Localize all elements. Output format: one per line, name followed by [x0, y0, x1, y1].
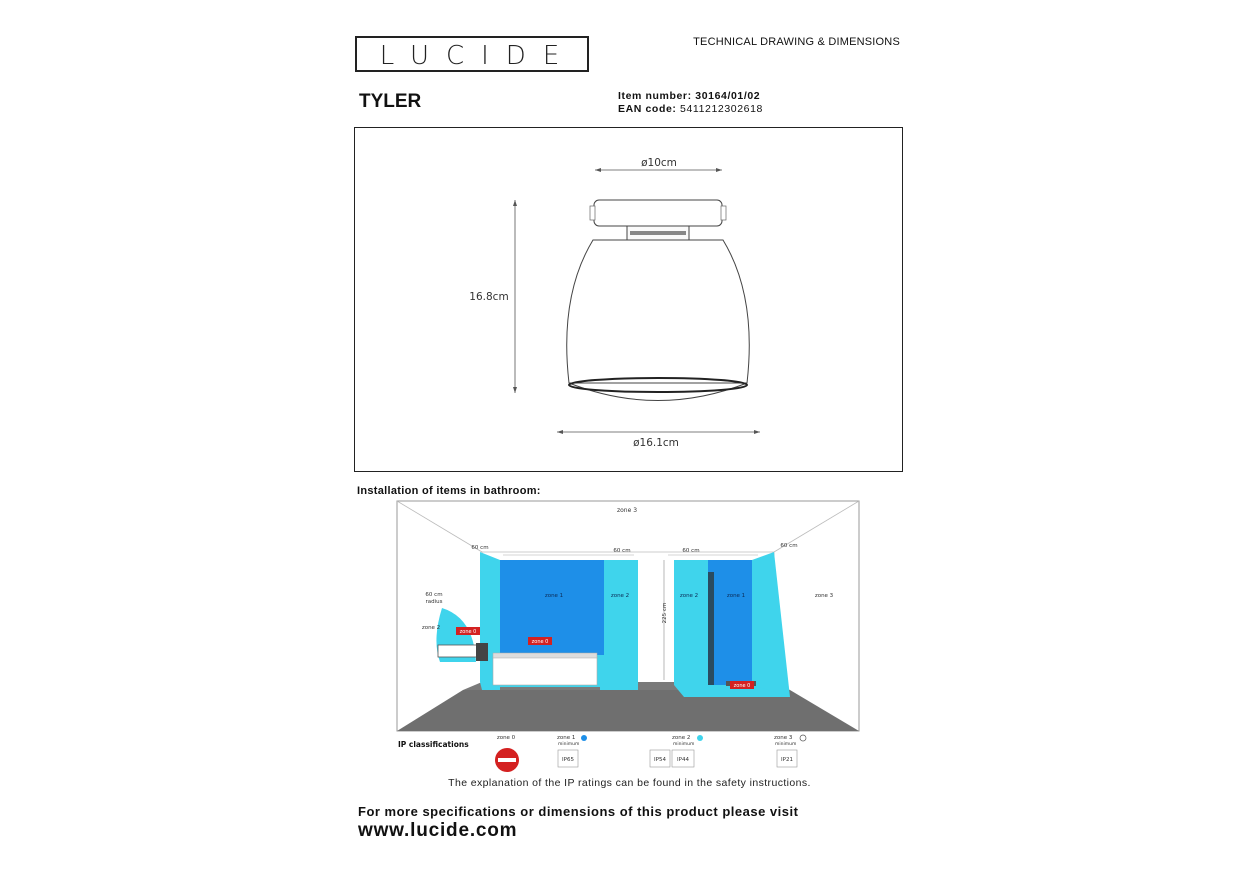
ip21-value: IP21	[781, 757, 793, 763]
ip-zone3-label: zone 3	[774, 735, 793, 741]
zone3-right-label: zone 3	[814, 593, 834, 599]
height-225-label: 225 cm	[662, 602, 668, 624]
ip-zone2-label: zone 2	[672, 735, 691, 741]
document-type: TECHNICAL DRAWING & DIMENSIONS	[693, 36, 900, 48]
measure-60-left: 60 cm	[471, 545, 489, 551]
bathtub	[493, 657, 597, 685]
lamp-canopy	[594, 200, 722, 226]
bathroom-section-title: Installation of items in bathroom:	[357, 485, 541, 497]
zone1-shower-label: zone 1	[726, 593, 746, 599]
top-diameter-label: ø10cm	[641, 157, 677, 169]
lamp-drawing	[355, 128, 904, 473]
zone0-shower-label: zone 0	[733, 683, 751, 689]
ean-line	[618, 103, 763, 115]
zone1-dot-icon	[581, 735, 587, 741]
logo-text: LUCIDE	[379, 41, 577, 71]
item-number-value: 30164/01/02	[695, 90, 761, 102]
measure-60-center-left: 60 cm	[613, 548, 631, 554]
website-link[interactable]: www.lucide.com	[358, 820, 518, 841]
product-name: TYLER	[359, 91, 422, 112]
ip-zone3-minimum: minimum	[775, 742, 797, 747]
item-number-label: Item number:	[618, 90, 692, 102]
bottom-diameter-label: ø16.1cm	[633, 437, 679, 449]
zone3-top-label: zone 3	[616, 507, 638, 514]
zone1-shower-wall	[708, 560, 752, 685]
ean-value: 5411212302618	[680, 103, 763, 115]
zone0-basin-label: zone 0	[459, 629, 477, 635]
zone1-bath-label: zone 1	[544, 593, 564, 599]
measure-60-right: 60 cm	[780, 543, 798, 549]
lamp-shade	[567, 240, 750, 383]
ip44-value: IP44	[677, 757, 689, 763]
zone0-bath-label: zone 0	[531, 639, 549, 645]
ean-label: EAN code:	[618, 103, 677, 115]
technical-drawing-frame	[354, 127, 903, 472]
ip-zone1-minimum: minimum	[558, 742, 580, 747]
zone2-basin-label: zone 2	[421, 625, 441, 631]
zone2-bath-label: zone 2	[610, 593, 630, 599]
radius-label: radius	[425, 599, 443, 605]
ip-zone0-label: zone 0	[496, 735, 516, 741]
ip-zone1-label: zone 1	[557, 735, 576, 741]
wash-basin	[438, 645, 482, 657]
item-number-line	[618, 90, 760, 102]
shower-screen	[708, 572, 714, 685]
ip-title: IP classifications	[398, 740, 469, 749]
measure-60-center-right: 60 cm	[682, 548, 700, 554]
ip-ratings-note: The explanation of the IP ratings can be found in the safety instructions.	[448, 777, 811, 789]
footer-text: For more specifications or dimensions of this product please visit	[358, 804, 799, 819]
ip65-value: IP65	[562, 757, 574, 763]
height-label: 16.8cm	[469, 291, 509, 303]
radius-value: 60 cm	[425, 592, 443, 598]
zone2-shower-label: zone 2	[679, 593, 699, 599]
brand-logo	[355, 36, 589, 72]
ip54-value: IP54	[654, 757, 666, 763]
ip-zone2-minimum: minimum	[673, 742, 695, 747]
zone2-shower-wall	[674, 560, 708, 685]
zone2-dot-icon	[697, 735, 703, 741]
bathroom-zones-diagram	[396, 500, 860, 775]
zone3-dot-icon	[800, 735, 806, 741]
